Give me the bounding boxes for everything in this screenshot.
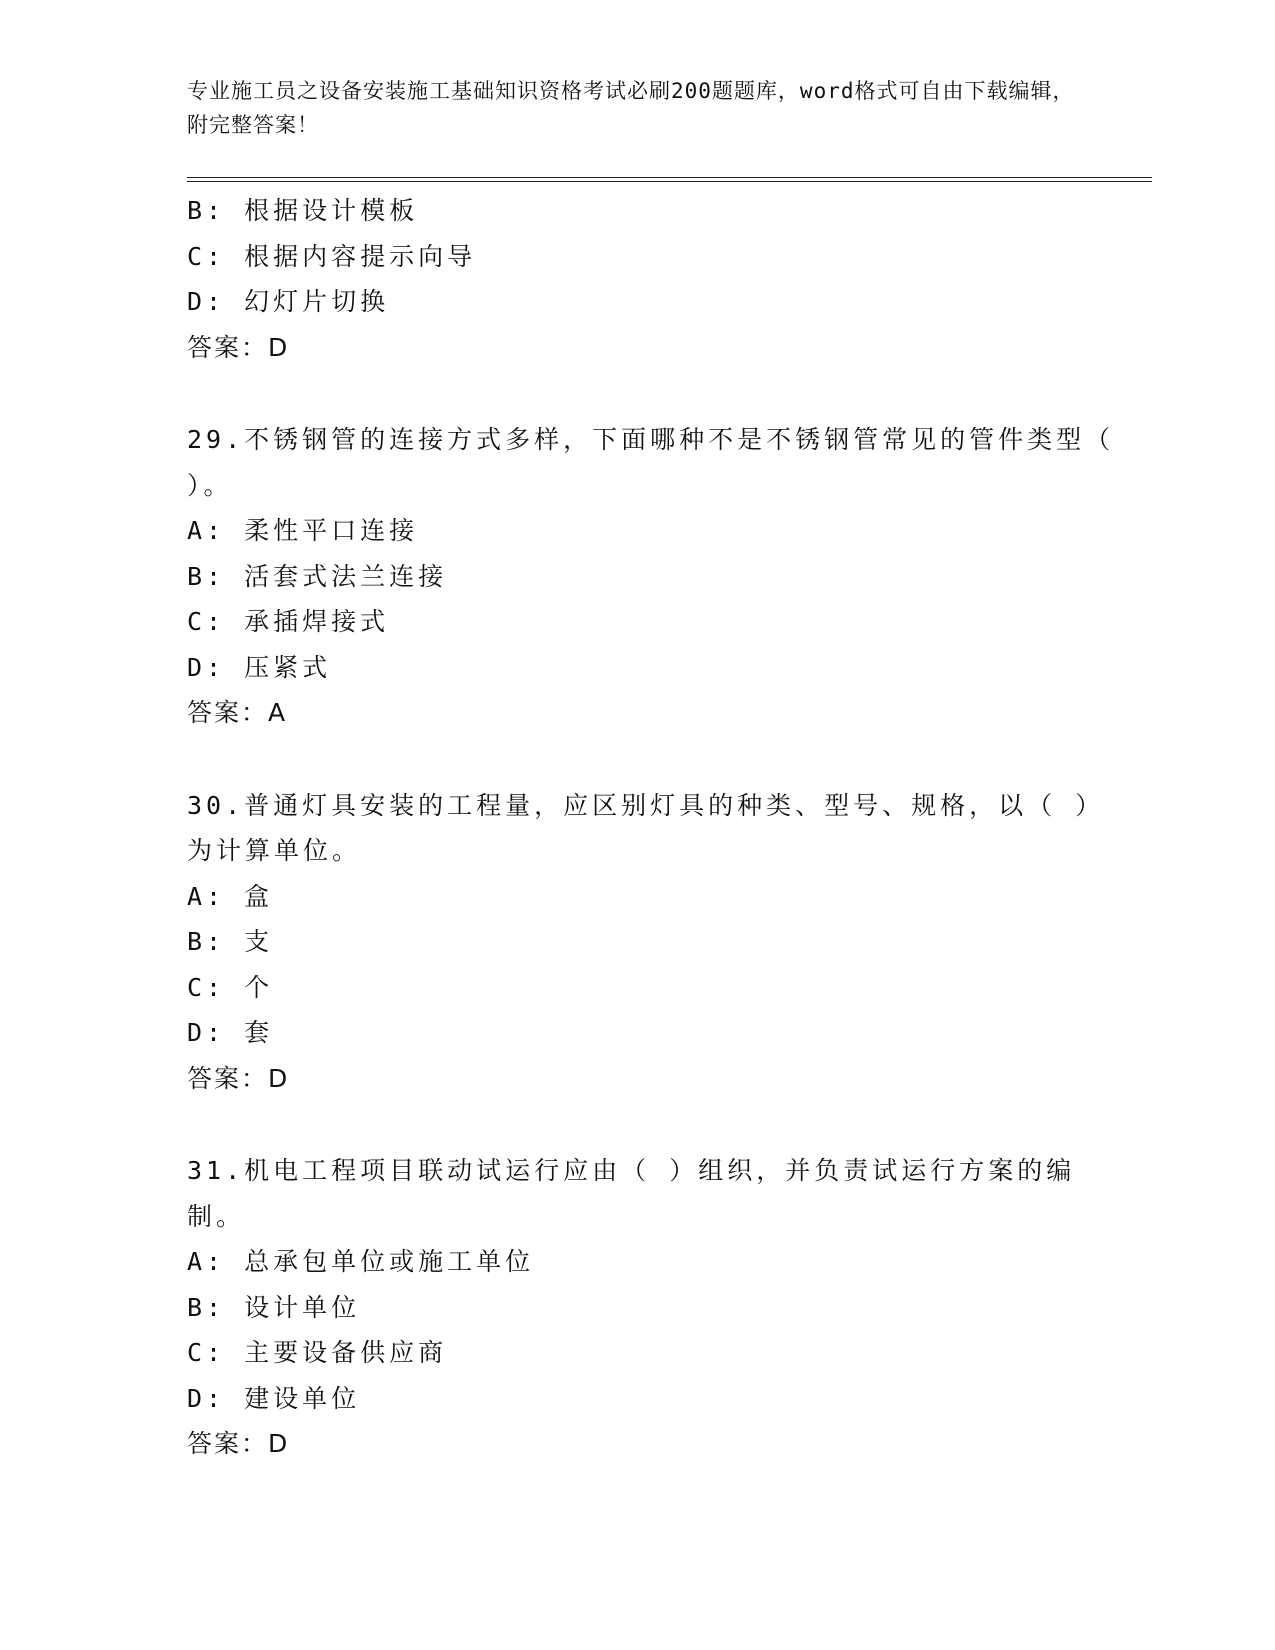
option-c: C: 个: [187, 972, 274, 1002]
option-a: A: 总承包单位或施工单位: [187, 1247, 535, 1276]
question-29: [187, 417, 1117, 736]
option-b: B: 支: [187, 927, 274, 956]
question-stem: 31.机电工程项目联动试运行应由（ ）组织，并负责试运行方案的编制。: [187, 1156, 1076, 1231]
question-content: [187, 188, 1117, 1467]
question-31: [187, 1148, 1117, 1467]
option-a: A: 柔性平口连接: [187, 516, 419, 545]
answer-line: 答案：A: [187, 698, 288, 727]
answer-line: 答案：D: [187, 1063, 290, 1093]
spacer: [187, 370, 1117, 417]
document-header: 专业施工员之设备安装施工基础知识资格考试必刷200题题库，word格式可自由下载编辑，附完整答案！: [187, 79, 1075, 137]
option-b: B: 设计单位: [187, 1292, 361, 1322]
option-c: C: 承插焊接式: [187, 607, 390, 636]
previous-question-block: [187, 188, 1117, 370]
question-stem: 29.不锈钢管的连接方式多样，下面哪种不是不锈钢管常见的管件类型（ ）。: [187, 425, 1115, 500]
option-d: D: 压紧式: [187, 652, 332, 682]
question-30: [187, 783, 1117, 1102]
spacer: [187, 736, 1117, 783]
option-c: C: 主要设备供应商: [187, 1338, 448, 1367]
header-divider-top: [187, 177, 1152, 178]
option-b: B: 活套式法兰连接: [187, 561, 448, 591]
option-a: A: 盒: [187, 881, 274, 911]
header-divider-bottom: [187, 181, 1152, 182]
question-stem: 30.普通灯具安装的工程量，应区别灯具的种类、型号、规格，以（ ）为计算单位。: [187, 790, 1105, 865]
option-b: B: 根据设计模板: [187, 196, 419, 225]
option-d: D: 套: [187, 1018, 274, 1047]
answer-line: 答案：D: [187, 1429, 290, 1458]
option-d: D: 幻灯片切换: [187, 287, 390, 316]
spacer: [187, 1101, 1117, 1148]
option-c: C: 根据内容提示向导: [187, 241, 477, 271]
option-d: D: 建设单位: [187, 1383, 361, 1413]
answer-line: 答案：D: [187, 332, 290, 362]
